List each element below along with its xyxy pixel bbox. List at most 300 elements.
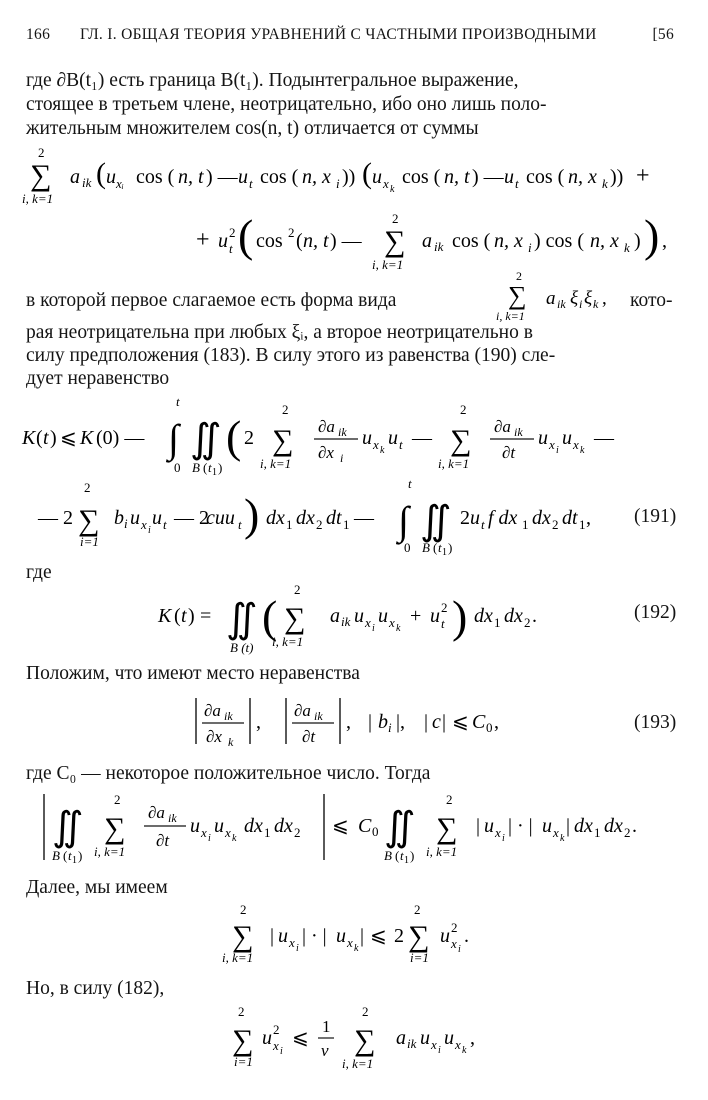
svg-text:—: —	[354, 507, 374, 529]
svg-text:b: b	[114, 507, 124, 529]
svg-text:2: 2	[294, 582, 301, 597]
svg-text:|: |	[476, 815, 481, 837]
svg-text:u: u	[504, 166, 514, 188]
svg-text:b: b	[378, 711, 388, 733]
svg-text:u: u	[484, 815, 494, 837]
svg-text:2: 2	[316, 517, 323, 532]
svg-text:x: x	[383, 176, 389, 191]
svg-text:|: |	[566, 815, 571, 837]
svg-text:dx: dx	[244, 815, 263, 837]
svg-text:n, x: n, x	[302, 166, 331, 188]
svg-text:ik: ik	[341, 614, 351, 629]
svg-text:dx: dx	[274, 815, 293, 837]
svg-text:| · |: | · |	[302, 925, 327, 947]
svg-text:i: i	[208, 833, 211, 844]
svg-text:cos (: cos (	[136, 166, 175, 188]
estimate-inequality	[0, 790, 708, 870]
svg-text:cos (: cos (	[452, 230, 491, 252]
svg-text:): )	[634, 230, 641, 252]
svg-text:k: k	[390, 184, 395, 195]
text-line: где C₀ — некоторое положительное число. Тогда	[26, 763, 431, 784]
equation-192	[0, 580, 708, 660]
svg-text:cos (: cos (	[260, 166, 299, 188]
svg-text:.: .	[632, 815, 637, 837]
svg-text:xᵢ: xᵢ	[116, 176, 124, 191]
svg-text:dx: dx	[504, 605, 523, 627]
svg-text:2: 2	[240, 902, 247, 917]
text-line: жительным множителем cos(n, t) отличается от суммы	[26, 118, 479, 139]
svg-text:C: C	[472, 711, 486, 733]
svg-text:t: t	[249, 176, 253, 191]
svg-text:i: i	[579, 297, 583, 311]
svg-text:i: i	[502, 833, 505, 844]
svg-text:x: x	[451, 936, 457, 951]
text-line: Положим, что имеют место неравенства	[26, 663, 360, 684]
svg-text:i, k=1: i, k=1	[496, 309, 525, 323]
svg-text:∬: ∬	[384, 804, 416, 849]
svg-text:ik: ik	[514, 425, 523, 439]
svg-text:dt: dt	[326, 507, 342, 529]
svg-text:dx: dx	[266, 507, 285, 529]
svg-text:u: u	[106, 166, 116, 188]
svg-text:t: t	[515, 176, 519, 191]
svg-text:cos (: cos (	[402, 166, 441, 188]
equation-number: (192)	[634, 602, 677, 623]
svg-text:t: t	[229, 241, 233, 256]
svg-text:2: 2	[38, 145, 45, 160]
svg-text:u: u	[388, 427, 398, 449]
svg-text:dx: dx	[474, 605, 493, 627]
svg-text:k: k	[232, 833, 237, 844]
svg-text:i, k=1: i, k=1	[272, 634, 304, 649]
svg-text:⩽: ⩽	[60, 427, 77, 449]
svg-text:t: t	[438, 540, 442, 555]
svg-text:K: K	[80, 427, 94, 449]
svg-text:ik: ik	[82, 175, 92, 190]
text-line: в которой первое слагаемое есть форма вида	[26, 290, 397, 311]
svg-text:2: 2	[460, 507, 470, 529]
svg-text:x: x	[389, 615, 395, 630]
svg-text:u: u	[372, 166, 382, 188]
svg-text:,: ,	[662, 230, 667, 252]
svg-text:⩽: ⩽	[370, 925, 387, 947]
svg-text:): )	[218, 460, 223, 475]
svg-text:k: k	[560, 833, 565, 844]
svg-text:=: =	[200, 605, 212, 627]
svg-text:): )	[410, 848, 415, 863]
svg-text:,: ,	[494, 711, 499, 733]
svg-text:u: u	[278, 925, 288, 947]
svg-text:∑: ∑	[354, 1024, 376, 1057]
svg-text:f dx: f dx	[488, 507, 518, 529]
svg-text:∑: ∑	[384, 225, 406, 258]
svg-text:2: 2	[414, 902, 421, 917]
svg-text:i: i	[296, 943, 299, 954]
svg-text:i=1: i=1	[410, 950, 429, 965]
svg-text:(: (	[238, 210, 254, 261]
svg-text:): )	[644, 210, 660, 261]
svg-text:1: 1	[442, 547, 447, 558]
svg-text:u: u	[562, 427, 572, 449]
svg-text:cos (: cos (	[526, 166, 565, 188]
svg-text:t: t	[181, 605, 187, 627]
svg-text:k: k	[462, 1045, 467, 1056]
svg-text:∂x: ∂x	[318, 443, 334, 462]
svg-text:n, x: n, x	[590, 230, 619, 252]
svg-text:x: x	[573, 437, 579, 452]
svg-text:(: (	[63, 848, 68, 863]
svg-text:|,: |,	[396, 711, 406, 733]
svg-text:∂t: ∂t	[502, 443, 516, 462]
svg-text:i, k=1: i, k=1	[372, 257, 404, 272]
svg-text:t: t	[43, 427, 49, 449]
svg-text:x: x	[431, 1037, 437, 1052]
svg-text:∑: ∑	[272, 424, 294, 457]
svg-text:u: u	[378, 605, 388, 627]
svg-text:∬: ∬	[52, 804, 84, 849]
sum-expression	[0, 145, 708, 275]
svg-text:1: 1	[594, 825, 601, 840]
svg-text:∑: ∑	[104, 812, 126, 845]
svg-text:(: (	[174, 605, 181, 627]
svg-text:u: u	[538, 427, 548, 449]
svg-text:i: i	[148, 525, 151, 536]
text-line: Но, в силу (182),	[26, 978, 165, 999]
page-number: 166	[26, 26, 51, 43]
svg-text:n, t: n, t	[178, 166, 204, 188]
svg-text:a: a	[546, 288, 556, 309]
svg-text:2: 2	[294, 825, 301, 840]
svg-text:1: 1	[343, 517, 350, 532]
svg-text:x: x	[373, 437, 379, 452]
svg-text:0: 0	[372, 824, 379, 839]
svg-text:i: i	[556, 445, 559, 456]
svg-text:): )	[452, 591, 468, 642]
svg-text:2: 2	[460, 402, 467, 417]
svg-text:—: —	[412, 427, 432, 449]
svg-text:∬: ∬	[190, 416, 222, 461]
svg-text:u: u	[130, 507, 140, 529]
svg-text:|: |	[368, 711, 373, 733]
svg-text:ik: ik	[338, 425, 347, 439]
svg-text:2: 2	[446, 792, 453, 807]
svg-text:k: k	[593, 297, 599, 311]
svg-text:): )	[448, 540, 453, 555]
svg-text:2: 2	[229, 225, 236, 240]
svg-text:t: t	[399, 437, 403, 452]
svg-text:x: x	[365, 615, 371, 630]
svg-text:u: u	[336, 925, 346, 947]
svg-text:∬: ∬	[226, 596, 258, 641]
svg-text:ik: ik	[434, 239, 444, 254]
text-line: кото-	[630, 290, 673, 311]
final-inequality	[0, 1002, 708, 1082]
svg-text:∂a: ∂a	[494, 417, 511, 436]
equation-number: (193)	[634, 712, 677, 733]
svg-text:|: |	[270, 925, 275, 947]
svg-text:(: (	[362, 157, 372, 190]
svg-text:1: 1	[522, 517, 529, 532]
svg-text:∂a: ∂a	[318, 417, 335, 436]
svg-text:u: u	[214, 815, 224, 837]
svg-text:u: u	[354, 605, 364, 627]
svg-text:i, k=1: i, k=1	[342, 1056, 374, 1071]
svg-text:i, k=1: i, k=1	[222, 950, 254, 965]
svg-text:i: i	[438, 1045, 441, 1056]
svg-text:): )	[188, 605, 195, 627]
svg-text:k: k	[624, 240, 630, 255]
svg-text:⩽: ⩽	[452, 711, 469, 733]
svg-text:2: 2	[244, 427, 254, 449]
svg-text:dt: dt	[562, 507, 578, 529]
svg-text:(: (	[296, 230, 303, 252]
svg-text:2: 2	[84, 480, 91, 495]
svg-text:): )	[244, 489, 260, 540]
svg-text:∑: ∑	[232, 920, 254, 953]
svg-text:dx: dx	[532, 507, 551, 529]
svg-text:a: a	[70, 166, 80, 188]
svg-text:) —: ) —	[330, 230, 362, 252]
svg-text:|: |	[360, 925, 365, 947]
svg-text:x: x	[201, 825, 207, 840]
svg-text:x: x	[273, 1038, 279, 1053]
svg-text:1: 1	[404, 855, 409, 866]
svg-text:ξ: ξ	[584, 288, 593, 309]
svg-text:) —: ) —	[206, 166, 238, 188]
svg-text:u: u	[152, 507, 162, 529]
svg-text:∂a: ∂a	[294, 701, 311, 720]
svg-text:ξ: ξ	[570, 288, 579, 309]
svg-text:): )	[50, 427, 57, 449]
svg-text:∂t: ∂t	[156, 831, 170, 850]
svg-text:2: 2	[282, 402, 289, 417]
svg-text:k: k	[380, 445, 385, 456]
equation-number: (191)	[634, 506, 677, 527]
svg-text:t: t	[208, 460, 212, 475]
svg-text:k: k	[602, 176, 608, 191]
svg-text:∑: ∑	[232, 1024, 254, 1057]
svg-text:t: t	[176, 394, 180, 409]
svg-text:.: .	[532, 605, 537, 627]
svg-text:∑: ∑	[436, 812, 458, 845]
svg-text:x: x	[347, 935, 353, 950]
svg-text:c: c	[432, 711, 441, 733]
svg-text:)): ))	[342, 166, 356, 188]
text-line: где	[26, 562, 52, 583]
svg-text:i: i	[124, 516, 128, 531]
svg-text:1: 1	[494, 615, 501, 630]
quadratic-form	[0, 268, 708, 323]
svg-text:(: (	[226, 411, 242, 462]
svg-text:1: 1	[264, 825, 271, 840]
svg-text:2: 2	[114, 792, 121, 807]
svg-text:∑: ∑	[78, 504, 100, 537]
svg-text:|: |	[424, 711, 429, 733]
svg-text:ik: ik	[407, 1036, 417, 1051]
svg-text:∂t: ∂t	[302, 727, 316, 746]
svg-text:cuu: cuu	[206, 507, 235, 529]
svg-text:i: i	[280, 1046, 283, 1057]
svg-text:,: ,	[602, 288, 607, 309]
svg-text:t: t	[481, 517, 485, 532]
svg-text:k: k	[580, 445, 585, 456]
text-line: где ∂B(t₁) есть граница B(t₁). Подынтегральное выражение,	[26, 70, 519, 91]
svg-text:u: u	[470, 507, 480, 529]
text-line: силу предположения (183). В силу этого из равенства (190) сле-	[26, 345, 556, 366]
svg-text:n, t: n, t	[303, 230, 329, 252]
svg-text:u: u	[440, 925, 450, 947]
svg-text:,: ,	[586, 507, 591, 529]
svg-text:ik: ik	[224, 709, 233, 723]
svg-text:a: a	[330, 605, 340, 627]
svg-text:ik: ik	[314, 709, 323, 723]
svg-text:i: i	[340, 451, 344, 465]
svg-text:,: ,	[470, 1027, 475, 1049]
svg-text:n, t: n, t	[444, 166, 470, 188]
svg-text:∂a: ∂a	[148, 803, 165, 822]
svg-text:2: 2	[524, 615, 531, 630]
svg-text:2: 2	[362, 1004, 369, 1019]
svg-text:u: u	[444, 1027, 454, 1049]
svg-text:∑: ∑	[508, 281, 527, 310]
svg-text:2: 2	[451, 920, 458, 935]
svg-text:i=1: i=1	[80, 534, 99, 549]
svg-text:x: x	[289, 935, 295, 950]
svg-text:| · |: | · |	[508, 815, 533, 837]
svg-text:K: K	[22, 427, 36, 449]
svg-text:— 2: — 2	[174, 507, 209, 529]
svg-text:(: (	[36, 427, 43, 449]
svg-text:n, x: n, x	[494, 230, 523, 252]
svg-text:+: +	[636, 163, 650, 189]
svg-text:i: i	[372, 623, 375, 634]
svg-text:x: x	[141, 517, 147, 532]
svg-text:t: t	[408, 476, 412, 491]
svg-text:i: i	[336, 176, 340, 191]
svg-text:u: u	[218, 230, 228, 252]
svg-text:dx: dx	[296, 507, 315, 529]
svg-text:i: i	[528, 240, 532, 255]
svg-text:2: 2	[516, 269, 522, 283]
svg-text:n, x: n, x	[568, 166, 597, 188]
svg-text:i, k=1: i, k=1	[94, 844, 126, 859]
svg-text:t: t	[68, 848, 72, 863]
svg-text:u: u	[262, 1027, 272, 1049]
svg-text:u: u	[362, 427, 372, 449]
svg-text:B: B	[422, 540, 430, 555]
svg-text:u: u	[190, 815, 200, 837]
svg-text:,: ,	[256, 711, 261, 733]
svg-text:2: 2	[624, 825, 631, 840]
svg-text:1: 1	[286, 517, 293, 532]
svg-text:) cos (: ) cos (	[534, 230, 584, 252]
svg-text:2: 2	[288, 225, 295, 240]
svg-text:⩽: ⩽	[332, 815, 349, 837]
svg-text:t: t	[441, 616, 445, 631]
svg-text:x: x	[225, 825, 231, 840]
section-number: [56	[652, 26, 674, 43]
svg-text:B: B	[384, 848, 392, 863]
svg-text:a: a	[422, 230, 432, 252]
text-line: рая неотрицательна при любых ξᵢ, а второе неотрицательно в	[26, 322, 533, 343]
svg-text:t: t	[163, 517, 167, 532]
svg-text:0: 0	[174, 460, 181, 475]
svg-text:i, k=1: i, k=1	[438, 456, 470, 471]
svg-text:1: 1	[72, 855, 77, 866]
svg-text:∑: ∑	[284, 602, 306, 635]
svg-text:B: B	[192, 460, 200, 475]
inequality-191	[0, 392, 708, 558]
svg-text:x: x	[495, 825, 501, 840]
running-header	[26, 26, 674, 50]
svg-text:u: u	[420, 1027, 430, 1049]
svg-text:i: i	[458, 944, 461, 955]
svg-text:(: (	[203, 460, 208, 475]
svg-text:x: x	[553, 825, 559, 840]
svg-text:ik: ik	[168, 811, 177, 825]
svg-text:∂a: ∂a	[204, 701, 221, 720]
svg-text:a: a	[396, 1027, 406, 1049]
svg-text:(: (	[262, 591, 278, 642]
svg-text:1: 1	[579, 517, 586, 532]
svg-text:∑: ∑	[408, 920, 430, 953]
svg-text:u: u	[238, 166, 248, 188]
svg-text:K: K	[158, 605, 172, 627]
svg-text:2: 2	[238, 1004, 245, 1019]
svg-text:2: 2	[273, 1022, 280, 1037]
svg-text:∑: ∑	[30, 159, 52, 192]
svg-text:) —: ) —	[472, 166, 504, 188]
svg-text:i, k=1: i, k=1	[260, 456, 292, 471]
running-head: ГЛ. I. ОБЩАЯ ТЕОРИЯ УРАВНЕНИЙ С ЧАСТНЫМИ ПРОИЗВОДНЫМИ	[80, 26, 597, 43]
svg-text:C: C	[358, 815, 372, 837]
svg-text:∫: ∫	[168, 416, 179, 461]
svg-text:(: (	[433, 540, 438, 555]
svg-text:ν: ν	[321, 1041, 329, 1060]
svg-text:2: 2	[392, 211, 399, 226]
svg-text:(: (	[96, 157, 106, 190]
svg-text:(: (	[395, 848, 400, 863]
svg-text:,: ,	[346, 711, 351, 733]
svg-text:B (t): B (t)	[230, 640, 254, 655]
sum-inequality	[0, 900, 708, 970]
svg-text:cos: cos	[256, 230, 283, 252]
svg-text:)): ))	[610, 166, 624, 188]
text-line: стоящее в третьем члене, неотрицательно, ибо оно лишь поло-	[26, 94, 547, 115]
svg-text:.: .	[464, 925, 469, 947]
svg-text:u: u	[430, 605, 440, 627]
svg-text:∫: ∫	[398, 498, 409, 543]
svg-text:—: —	[594, 427, 614, 449]
svg-text:ik: ik	[557, 297, 566, 311]
inequalities-193	[0, 692, 708, 752]
svg-text:i: i	[388, 720, 392, 735]
svg-text:u: u	[542, 815, 552, 837]
svg-text:k: k	[228, 735, 234, 749]
svg-text:i=1: i=1	[234, 1054, 253, 1069]
text-line: дует неравенство	[26, 368, 170, 389]
svg-text:dx: dx	[604, 815, 623, 837]
svg-text:x: x	[549, 437, 555, 452]
svg-text:1: 1	[212, 467, 217, 478]
svg-text:∬: ∬	[420, 498, 452, 543]
svg-text:B: B	[52, 848, 60, 863]
svg-text:+: +	[196, 227, 210, 253]
svg-text:k: k	[396, 623, 401, 634]
text-line: Далее, мы имеем	[26, 877, 168, 898]
svg-text:i, k=1: i, k=1	[22, 191, 54, 206]
svg-text:|: |	[442, 711, 447, 733]
